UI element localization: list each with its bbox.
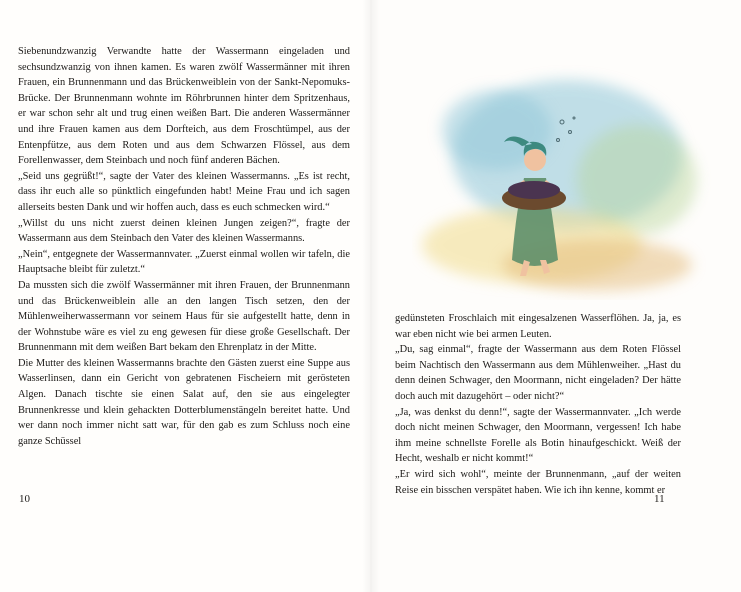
book-gutter [362, 0, 380, 592]
right-page-body [395, 311, 681, 498]
paragraph: „Du, sag einmal“, fragte der Wassermann aus dem Roten Flössel beim Nachtisch den Wassermann aus dem Mühlenweiher. „Hast du denn deinen Schwager, den Moormann, nicht eingeladen? Der hätte doch auch mit dazugehört – oder nicht?“ [395, 344, 681, 402]
page-number-right: 11 [654, 493, 665, 505]
paragraph: Da mussten sich die zwölf Wassermänner mit ihren Frauen, der Brunnenmann und das Brückenweiblein alle an den langen Tisch setzen, den der Mühlenweiherwassermann vor seinem Haus für sie aufgestellt hatte, denn in der Wohnstube wäre es viel zu eng gewesen für diese große Gesellschaft. Der Brunnenmann mit dem weißen Bart bekam den Ehrenplatz in der Mitte. [18, 279, 350, 354]
watercolor-wash [422, 80, 697, 291]
paragraph: „Willst du uns nicht zuerst deinen kleinen Jungen zeigen?“, fragte der Wassermann aus dem Steinbach den Vater des kleinen Wassermanns. [18, 217, 350, 245]
paragraph: „Er wird sich wohl“, meinte der Brunnenmann, „auf der weiten Reise ein bisschen verspätet haben. Wie ich ihn kenne, kommt er [395, 468, 681, 496]
watercolor-illustration-girl-with-basket-icon [412, 60, 712, 300]
paragraph: „Nein“, entgegnete der Wassermannvater. „Zuerst einmal wollen wir tafeln, die Hauptsache bleibt für zuletzt.“ [18, 248, 350, 276]
left-page [0, 0, 370, 592]
paragraph: „Ja, was denkst du denn!“, sagte der Wassermannvater. „Ich werde doch nicht meinen Schwager, den Moormann, vergessen! Ich habe ihm meine schnellste Forelle als Botin hinaufgeschickt. Weiß der Hecht, weshalb er nicht kommt!“ [395, 406, 681, 465]
paragraph: Siebenundzwanzig Verwandte hatte der Wassermann eingeladen und sechsundzwanzig von ihnen kamen. Es waren zwölf Wassermänner mit ihren Frauen, ein Brunnenmann und das Brückenweiblein von der Sankt-Nepomuks-Brücke. Der Brunnenmann wohnte im Röhrbrunnen hinter dem Spritzenhaus, er war schon sehr alt und trug einen weißen Bart. Die anderen Wassermänner und ihre Frauen kamen aus dem Dorfteich, aus dem Froschtümpel, aus der Entenpfütze, aus dem Roten und aus dem Schwarzen Flössel, aus dem Forellenwasser, dem Steinbach und noch fünf anderen Bächen. [18, 46, 350, 167]
page-number-left: 10 [19, 493, 30, 505]
paragraph: Die Mutter des kleinen Wassermanns brachte den Gästen zuerst eine Suppe aus Wasserlinsen, dann ein Gericht von gebratenen Fischeiern mit gerösteten Algen. Danach tischte sie einen Salat auf, den sie aus eingelegter Brunnenkresse und klein gehackten Dotterblumenstängeln bereitet hatte. Und wer dann noch immer nicht satt war, für den gab es zum Schluss noch eine ganze Schüssel [18, 357, 350, 447]
paragraph: „Seid uns gegrüßt!“, sagte der Vater des kleinen Wassermanns. „Es ist recht, dass ihr euch alle so pünktlich eingefunden habt! Meine Frau und ich sagen allerseits besten Dank und wir hoffen auch, dass es euch schmecken wird.“ [18, 170, 350, 213]
paragraph: gedünsteten Froschlaich mit eingesalzenen Wasserflöhen. Ja, ja, es war eben nicht wie bei armen Leuten. [395, 313, 681, 340]
left-page-body [18, 44, 350, 449]
